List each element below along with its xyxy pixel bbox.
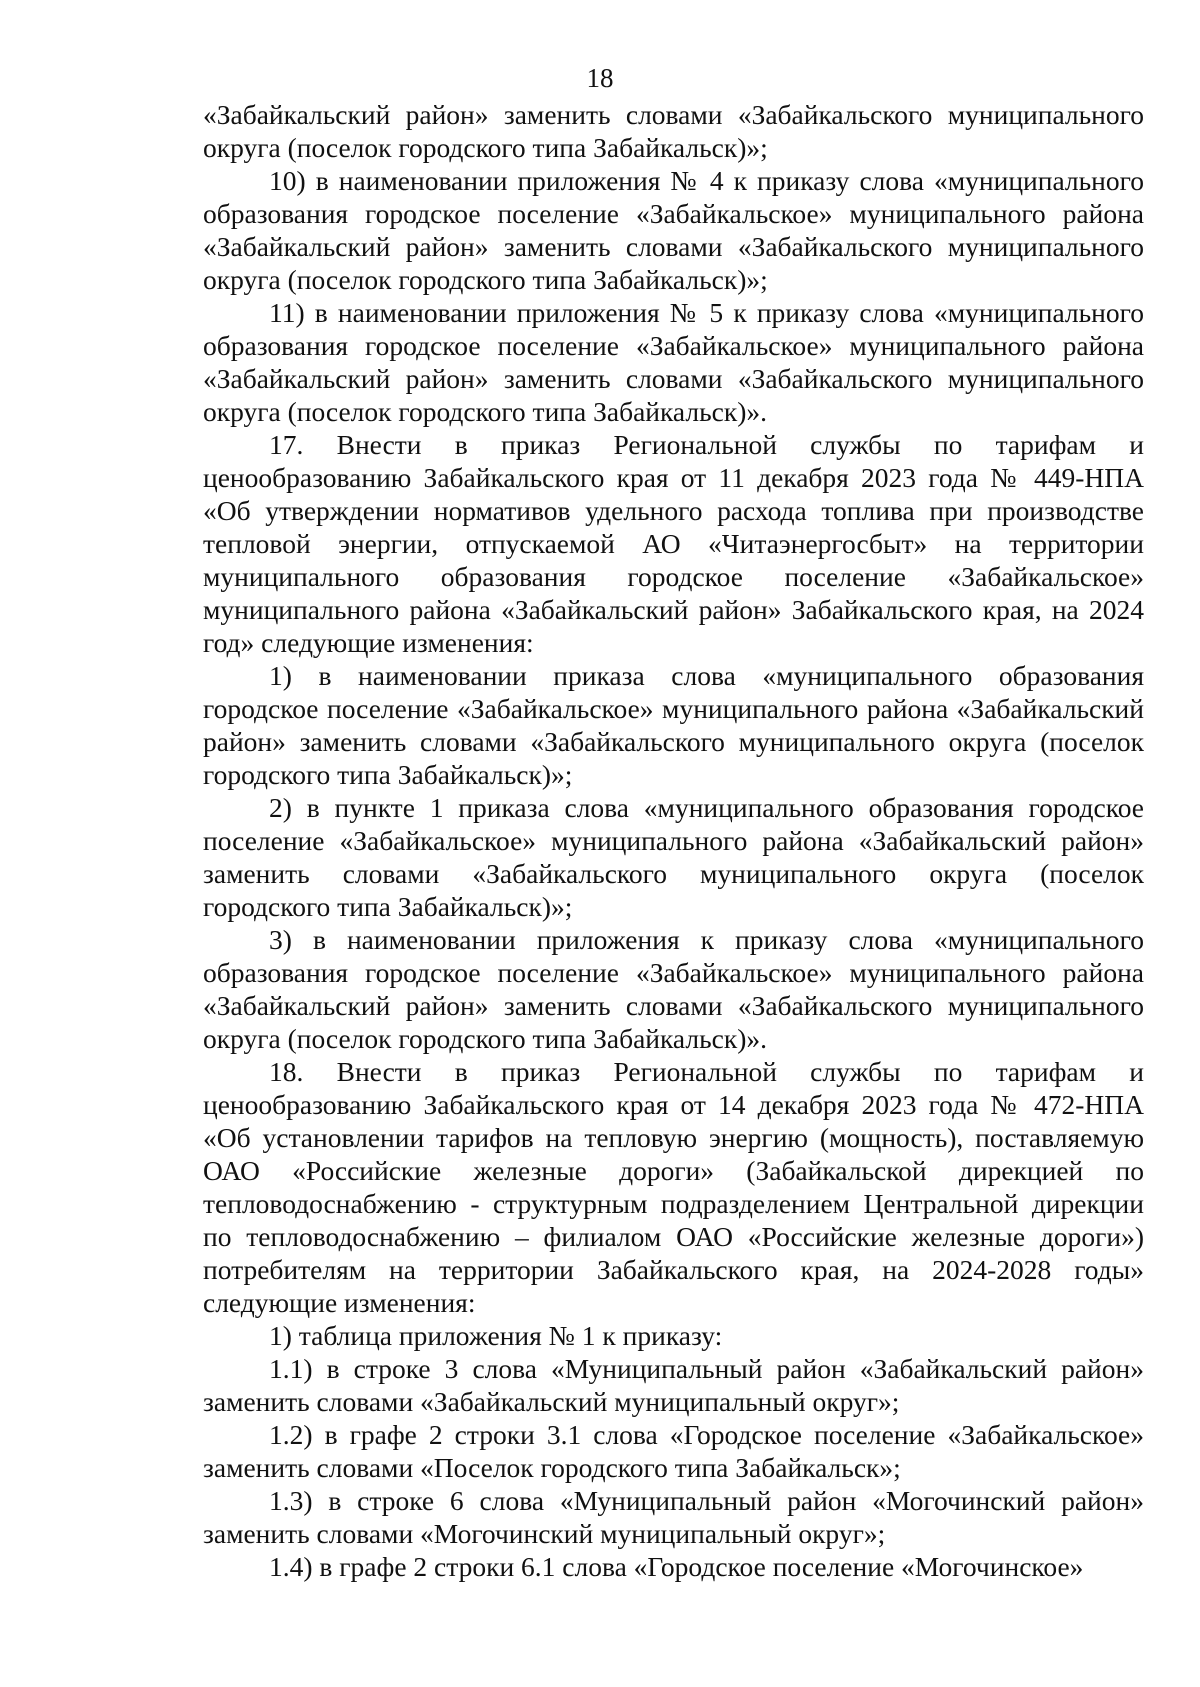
document-body bbox=[203, 98, 1144, 1583]
paragraph-item-10: 10) в наименовании приложения № 4 к приказу слова «муниципального образования городское поселение «Забайкальское» муниципального района «Забайкальский район» заменить словами «Забайкальского муниципального округа (поселок городского типа Забайкальск)»; bbox=[203, 165, 1144, 295]
paragraph-section-17: 17. Внести в приказ Региональной службы по тарифам и ценообразованию Забайкальского края от 11 декабря 2023 года № 449-НПА «Об утверждении нормативов удельного расхода топлива при производстве тепловой энергии, отпускаемой АО «Читаэнергосбыт» на территории муниципального образования городское поселение «Забайкальское» муниципального района «Забайкальский район» Забайкальского края, на 2024 год» следующие изменения: bbox=[203, 429, 1144, 658]
paragraph-17-item-3: 3) в наименовании приложения к приказу слова «муниципального образования городское поселение «Забайкальское» муниципального района «Забайкальский район» заменить словами «Забайкальского муниципального округа (поселок городского типа Забайкальск)». bbox=[203, 924, 1144, 1054]
paragraph-18-item-1: 1) таблица приложения № 1 к приказу: bbox=[269, 1320, 723, 1351]
paragraph-18-item-1-1: 1.1) в строке 3 слова «Муниципальный район «Забайкальский район» заменить словами «Забайкальский муниципальный округ»; bbox=[203, 1353, 1144, 1417]
paragraph-18-item-1-2: 1.2) в графе 2 строки 3.1 слова «Городское поселение «Забайкальское» заменить словами «Поселок городского типа Забайкальск»; bbox=[203, 1419, 1144, 1483]
paragraph-17-item-1: 1) в наименовании приказа слова «муниципального образования городское поселение «Забайкальское» муниципального района «Забайкальский район» заменить словами «Забайкальского муниципального округа (поселок городского типа Забайкальск)»; bbox=[203, 660, 1144, 790]
paragraph-section-18: 18. Внести в приказ Региональной службы по тарифам и ценообразованию Забайкальского края от 14 декабря 2023 года № 472-НПА «Об установлении тарифов на тепловую энергию (мощность), поставляемую ОАО «Российские железные дороги» (Забайкальской дирекцией по тепловодоснабжению - структурным подразделением Центральной дирекции по тепловодоснабжению – филиалом ОАО «Российские железные дороги») потребителям на территории Забайкальского края, на 2024-2028 годы» следующие изменения: bbox=[203, 1056, 1144, 1318]
paragraph-18-item-1-3: 1.3) в строке 6 слова «Муниципальный район «Могочинский район» заменить словами «Могочинский муниципальный округ»; bbox=[203, 1485, 1144, 1549]
page-number: 18 bbox=[586, 63, 614, 93]
paragraph-18-item-1-4: 1.4) в графе 2 строки 6.1 слова «Городское поселение «Могочинское» bbox=[269, 1551, 1084, 1582]
paragraph-item-11: 11) в наименовании приложения № 5 к приказу слова «муниципального образования городское поселение «Забайкальское» муниципального района «Забайкальский район» заменить словами «Забайкальского муниципального округа (поселок городского типа Забайкальск)». bbox=[203, 297, 1144, 427]
paragraph-continuation: «Забайкальский район» заменить словами «Забайкальского муниципального округа (поселок городского типа Забайкальск)»; bbox=[203, 99, 1144, 163]
paragraph-17-item-2: 2) в пункте 1 приказа слова «муниципального образования городское поселение «Забайкальское» муниципального района «Забайкальский район» заменить словами «Забайкальского муниципального округа (поселок городского типа Забайкальск)»; bbox=[203, 792, 1144, 922]
